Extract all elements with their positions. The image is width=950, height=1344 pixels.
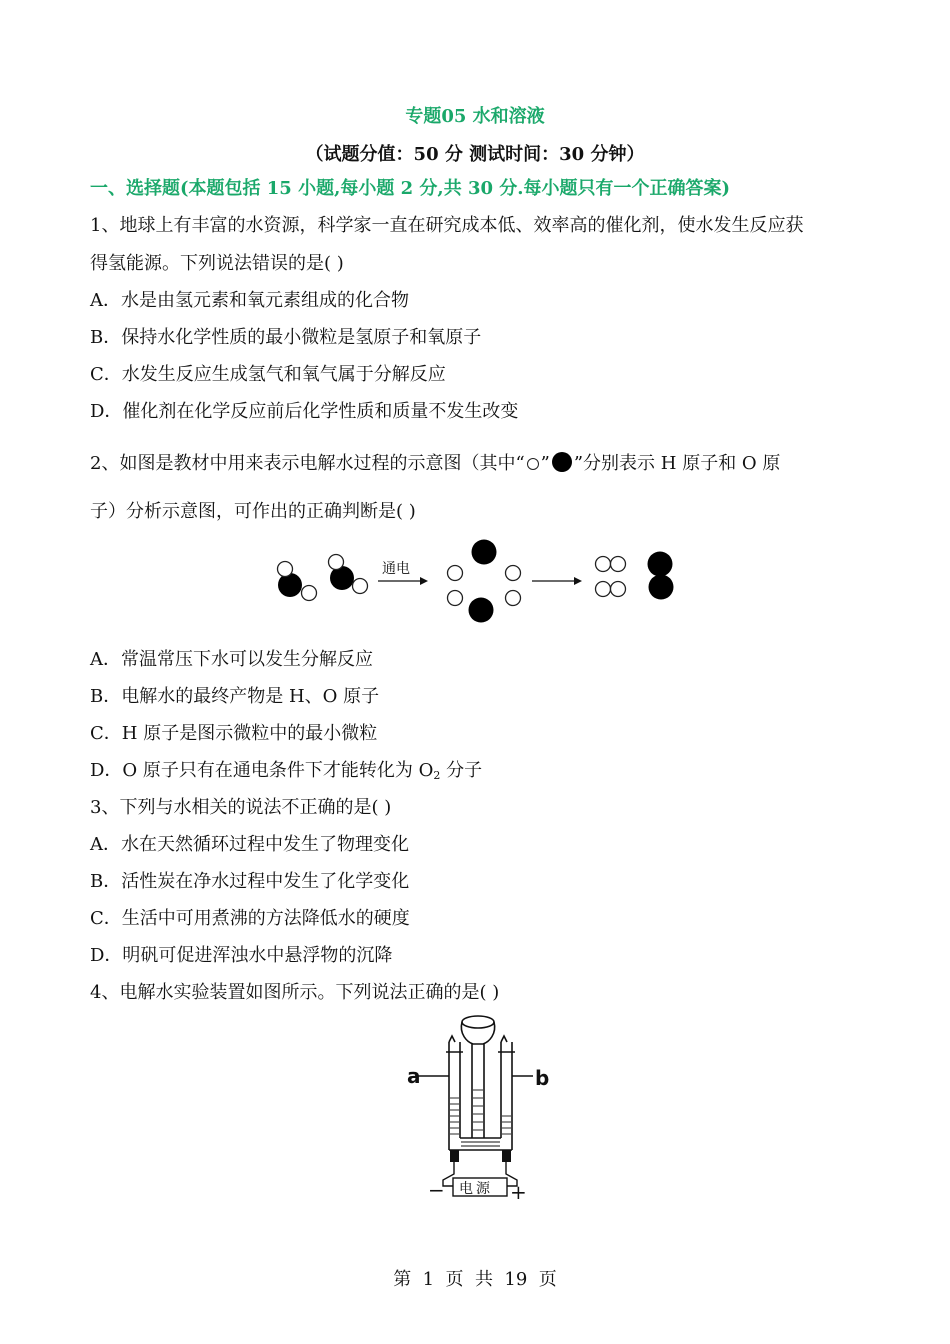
arrow-1-head (420, 577, 428, 585)
q4-stem: 4、电解水实验装置如图所示。下列说法正确的是( ) (90, 982, 500, 1003)
q2-stem-line1 (90, 452, 780, 476)
q1-option-d[interactable]: D．催化剂在化学反应前后化学性质和质量不发生改变 (90, 401, 519, 422)
page-footer: 第 1 页 共 19 页 (393, 1269, 557, 1290)
q1-stem-line1: 1、地球上有丰富的水资源，科学家一直在研究成本低、效率高的催化剂，使水发生反应获 (90, 215, 804, 236)
q2-option-d-text: D．O 原子只有在通电条件下才能转化为 O (90, 760, 434, 781)
q1-option-b[interactable]: B．保持水化学性质的最小微粒是氢原子和氧原子 (90, 327, 482, 348)
q2-option-b[interactable]: B．电解水的最终产物是 H、O 原子 (90, 686, 380, 707)
minus-sign: − (428, 1178, 445, 1202)
q2-option-d-subscript: 2 (433, 769, 441, 782)
electrolysis-apparatus-diagram (405, 1012, 555, 1204)
electrolysis-molecule-diagram (270, 535, 690, 630)
hydrogen-atom-icon (527, 458, 539, 470)
power-supply-label: 电源 (459, 1181, 493, 1197)
section-heading: 一、选择题(本题包括 15 小题,每小题 2 分,共 30 分.每小题只有一个正确答案) (90, 178, 731, 199)
water-molecule-1 (278, 562, 317, 601)
q1-option-c[interactable]: C．水发生反应生成氢气和氧气属于分解反应 (90, 364, 446, 385)
q2-stem-line2: 子）分析示意图，可作出的正确判断是( ) (90, 501, 416, 522)
q2-option-c[interactable]: C．H 原子是图示微粒中的最小微粒 (90, 723, 378, 744)
q3-option-a[interactable]: A．水在天然循环过程中发生了物理变化 (90, 834, 409, 855)
q2-stem-part3: ”分别表示 H 原子和 O 原 (573, 453, 781, 474)
page-title: 专题05 水和溶液 (405, 106, 545, 127)
q1-option-a[interactable]: A．水是由氢元素和氧元素组成的化合物 (90, 290, 409, 311)
q2-stem-part2: ” (540, 453, 550, 474)
plus-sign: + (510, 1180, 527, 1204)
q2-option-d[interactable] (90, 759, 482, 788)
electrify-label: 通电 (382, 561, 410, 577)
q3-option-b[interactable]: B．活性炭在净水过程中发生了化学变化 (90, 871, 410, 892)
arrow-2-head (574, 577, 582, 585)
q3-stem: 3、下列与水相关的说法不正确的是( ) (90, 797, 392, 818)
q2-option-a[interactable]: A．常温常压下水可以发生分解反应 (90, 649, 373, 670)
separated-atoms (448, 540, 521, 623)
score-info: （试题分值：50 分 测试时间：30 分钟） (305, 144, 645, 165)
label-b: b (535, 1066, 550, 1090)
oxygen-atom-icon (552, 452, 572, 472)
hydrogen-molecules (596, 557, 626, 597)
q3-option-c[interactable]: C．生活中可用煮沸的方法降低水的硬度 (90, 908, 410, 929)
q2-option-d-tail: 分子 (440, 760, 483, 781)
q1-stem-line2: 得氢能源。下列说法错误的是( ) (90, 253, 344, 274)
q2-stem-part1: 2、如图是教材中用来表示电解水过程的示意图（其中“ (90, 453, 525, 474)
water-molecule-2 (329, 555, 368, 594)
q3-option-d[interactable]: D．明矾可促进浑浊水中悬浮物的沉降 (90, 945, 393, 966)
label-a: a (407, 1064, 421, 1088)
oxygen-molecule (648, 552, 674, 600)
